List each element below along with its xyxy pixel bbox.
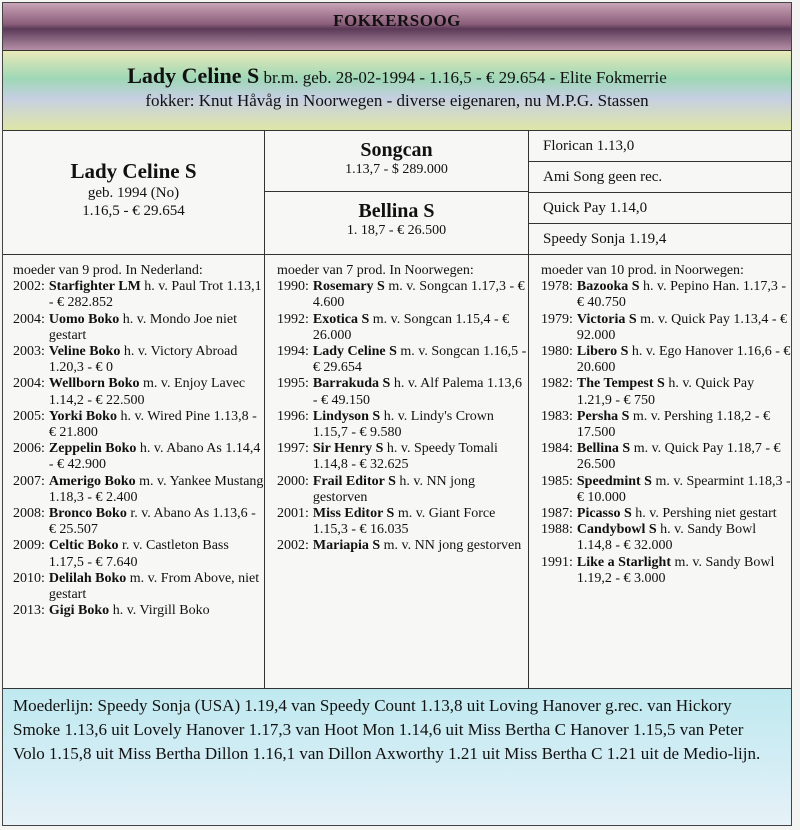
grandparent-4: Speedy Sonja 1.19,4 <box>543 231 667 247</box>
entry-horse-name: Lady Celine S <box>312 344 397 360</box>
offspring-entry <box>13 603 264 619</box>
pedigree-parents <box>265 131 529 254</box>
entry-year: 1988: <box>541 522 573 538</box>
entry-text <box>577 409 791 441</box>
dam-line-footer: Moederlijn: Speedy Sonja (USA) 1.19,4 van Speedy Count 1.13,8 uit Loving Hanover g.rec. van Hickory Smoke 1.13,6 uit Lovely Hanover 1.17,3 van Hoot Mon 1.14,6 uit Miss Bertha C Hanover 1.15,5 van Peter Volo 1.15,8 uit Miss Bertha Dillon 1.16,1 van Dillon Axworthy 1.21 uit Miss Bertha C 1.21 uit de Medio-lijn. <box>3 689 791 825</box>
offspring-entry <box>13 312 264 344</box>
offspring-entry <box>13 409 264 441</box>
entry-details: m. v. Songcan 1.15,4 - € 26.000 <box>312 311 510 343</box>
offspring-entry <box>541 555 791 587</box>
entry-details: h. v. Wired Pine 1.13,8 - € 21.800 <box>48 408 257 441</box>
entry-text <box>577 555 791 587</box>
entry-horse-name: Miss Editor S <box>312 506 395 522</box>
title-banner <box>3 3 791 51</box>
entry-details: h. v. Abano As 1.14,4 - € 42.900 <box>48 441 261 473</box>
banner-title: FOKKERSOOG <box>333 11 461 30</box>
entry-details: m. v. From Above, niet gestart <box>48 570 260 603</box>
entry-details: r. v. Abano As 1.13,6 - € 25.507 <box>48 506 256 538</box>
entry-details: h. v. Lindy's Crown 1.15,7 - € 9.580 <box>312 408 494 441</box>
entry-horse-name: Rosemary S <box>312 279 385 295</box>
entry-horse-name: Picasso S <box>576 506 632 522</box>
entry-year: 2006: <box>13 441 45 457</box>
pedigree-table <box>3 131 791 255</box>
entry-text <box>49 279 264 311</box>
column-heading: moeder van 9 prod. In Nederland: <box>13 263 203 278</box>
entry-text <box>49 474 264 506</box>
entry-year: 1983: <box>541 408 573 424</box>
document-sheet <box>2 2 792 826</box>
entry-year: 1997: <box>277 441 309 457</box>
entry-year: 1979: <box>541 311 573 327</box>
offspring-entry <box>277 538 528 554</box>
entry-details: m. v. Giant Force 1.15,3 - € 16.035 <box>312 506 496 538</box>
entry-details: m. v. Songcan 1.17,3 - € 4.600 <box>312 279 525 311</box>
entry-year: 1985: <box>541 473 573 489</box>
entry-details: m. v. Enjoy Lavec 1.14,2 - € 22.500 <box>48 376 246 408</box>
offspring-entry <box>277 376 528 408</box>
entry-details: r. v. Castleton Bass 1.17,5 - € 7.640 <box>48 538 229 570</box>
entry-year: 2000: <box>277 473 309 489</box>
entry-details: m. v. Spearmint 1.18,3 - € 10.000 <box>576 473 791 505</box>
offspring-entry <box>13 279 264 311</box>
offspring-entry <box>277 312 528 344</box>
entry-year: 1994: <box>277 344 309 360</box>
entry-year: 2010: <box>13 570 45 586</box>
entry-year: 2004: <box>13 376 45 392</box>
entry-text <box>577 474 791 506</box>
offspring-entry <box>277 441 528 473</box>
entry-year: 2002: <box>13 279 45 295</box>
entry-details: m. v. Quick Pay 1.18,7 - € 26.500 <box>576 441 781 473</box>
dam-name: Bellina S <box>358 200 435 222</box>
entry-text <box>577 312 791 344</box>
entry-horse-name: Mariapia S <box>312 538 381 554</box>
dam-record: 1. 18,7 - € 26.500 <box>346 223 447 238</box>
header-horse-name: Lady Celine S <box>127 63 260 88</box>
header-details: br.m. geb. 28-02-1994 - 1.16,5 - € 29.654 - Elite Fokmerrie <box>263 68 667 87</box>
entry-details: h. v. Virgill Boko <box>109 603 210 619</box>
entry-text <box>577 344 791 376</box>
entry-details: h. v. Victory Abroad 1.20,3 - € 0 <box>48 344 238 376</box>
pedigree-sire <box>265 131 528 192</box>
offspring-entry <box>13 474 264 506</box>
offspring-column-1 <box>3 255 265 688</box>
entry-text <box>313 506 528 538</box>
offspring-entry <box>277 506 528 538</box>
entry-text <box>313 441 528 473</box>
entry-text <box>313 538 521 554</box>
entry-details: h. v. Sandy Bowl 1.14,8 - € 32.000 <box>576 522 757 554</box>
offspring-entry <box>277 474 528 506</box>
entry-horse-name: Delilah Boko <box>48 570 127 586</box>
sire-name: Songcan <box>360 139 433 161</box>
header-line-1 <box>3 63 791 89</box>
entry-horse-name: Barrakuda S <box>312 376 391 392</box>
entry-year: 1984: <box>541 441 573 457</box>
entry-year: 2005: <box>13 408 45 424</box>
offspring-entry <box>541 522 791 554</box>
header-line-2: fokker: Knut Håvåg in Noorwegen - diverse eigenaren, nu M.P.G. Stassen <box>145 91 649 110</box>
entry-year: 2004: <box>13 311 45 327</box>
entry-horse-name: Yorki Boko <box>48 408 117 424</box>
entry-text <box>313 409 528 441</box>
entry-year: 1980: <box>541 344 573 360</box>
entry-horse-name: Amerigo Boko <box>48 473 136 489</box>
entry-details: m. v. Quick Pay 1.13,4 - € 92.000 <box>576 311 787 343</box>
entry-details: m. v. Songcan 1.16,5 - € 29.654 <box>312 344 527 376</box>
offspring-entry <box>277 344 528 376</box>
entry-text <box>313 344 528 376</box>
pedigree-dam <box>265 192 528 253</box>
pedigree-subject <box>3 131 265 254</box>
pedigree-grandparents <box>529 131 791 254</box>
entry-year: 1982: <box>541 376 573 392</box>
column-heading: moeder van 7 prod. In Noorwegen: <box>277 263 474 278</box>
entry-year: 1991: <box>541 554 573 570</box>
entry-text <box>577 376 791 408</box>
offspring-entry <box>13 571 264 603</box>
entry-details: h. v. Mondo Joe niet gestart <box>48 311 237 343</box>
entry-horse-name: Speedmint S <box>576 473 652 489</box>
entry-year: 1995: <box>277 376 309 392</box>
entry-horse-name: Persha S <box>576 408 630 424</box>
entry-text <box>313 376 528 408</box>
entry-text <box>577 279 791 311</box>
entry-year: 2002: <box>277 538 309 554</box>
entry-details: h. v. Quick Pay 1.21,9 - € 750 <box>576 376 755 408</box>
entry-details: h. v. Alf Palema 1.13,6 - € 49.150 <box>312 376 522 408</box>
entry-year: 2001: <box>277 506 309 522</box>
entry-year: 1987: <box>541 506 573 522</box>
entry-text <box>49 344 264 376</box>
entry-horse-name: Bazooka S <box>576 279 640 295</box>
entry-text <box>313 312 528 344</box>
horse-header <box>3 51 791 131</box>
entry-year: 1990: <box>277 279 309 295</box>
entry-text <box>313 279 528 311</box>
entry-details: h. v. Pershing niet gestart <box>631 506 777 522</box>
entry-horse-name: The Tempest S <box>576 376 665 392</box>
entry-text <box>49 538 264 570</box>
entry-text <box>49 409 264 441</box>
entry-year: 2009: <box>13 538 45 554</box>
offspring-entry <box>541 279 791 311</box>
grandparent-1: Florican 1.13,0 <box>529 131 791 162</box>
subject-record: 1.16,5 - € 29.654 <box>82 203 185 219</box>
entry-horse-name: Bellina S <box>576 441 631 457</box>
offspring-entry <box>541 344 791 376</box>
entry-horse-name: Victoria S <box>576 311 637 327</box>
entry-text <box>49 603 210 619</box>
entry-horse-name: Candybowl S <box>576 522 657 538</box>
entry-details: m. v. Yankee Mustang 1.18,3 - € 2.400 <box>48 473 264 505</box>
entry-year: 2013: <box>13 603 45 619</box>
offspring-entry <box>541 474 791 506</box>
entry-details: h. v. Ego Hanover 1.16,6 - € 20.600 <box>576 344 791 376</box>
entry-year: 1996: <box>277 408 309 424</box>
entry-details: h. v. NN jong gestorven <box>312 473 476 505</box>
entry-details: m. v. NN jong gestorven <box>380 538 522 554</box>
entry-horse-name: Exotica S <box>312 311 370 327</box>
offspring-entry <box>13 441 264 473</box>
entry-details: m. v. Pershing 1.18,2 - € 17.500 <box>576 408 771 441</box>
offspring-entry <box>541 441 791 473</box>
offspring-entry <box>13 344 264 376</box>
entry-horse-name: Libero S <box>576 344 629 360</box>
entry-year: 1992: <box>277 311 309 327</box>
entry-year: 2007: <box>13 473 45 489</box>
entry-horse-name: Sir Henry S <box>312 441 384 457</box>
entry-text <box>577 522 791 554</box>
entry-horse-name: Bronco Boko <box>48 506 127 522</box>
entry-text <box>577 441 791 473</box>
offspring-entry <box>13 376 264 408</box>
entry-horse-name: Lindyson S <box>312 408 381 424</box>
entry-year: 1978: <box>541 279 573 295</box>
offspring-entry <box>541 312 791 344</box>
grandparent-3: Quick Pay 1.14,0 <box>529 193 791 224</box>
entry-horse-name: Gigi Boko <box>48 603 110 619</box>
entry-details: h. v. Speedy Tomali 1.14,8 - € 32.625 <box>312 441 498 473</box>
entry-text <box>577 506 777 522</box>
entry-horse-name: Starfighter LM <box>48 279 141 295</box>
subject-name: Lady Celine S <box>70 159 197 183</box>
offspring-column-2 <box>265 255 529 688</box>
entry-details: h. v. Paul Trot 1.13,1 - € 282.852 <box>48 279 262 311</box>
entry-text <box>313 474 528 506</box>
grandparent-2: Ami Song geen rec. <box>529 162 791 193</box>
entry-year: 2008: <box>13 506 45 522</box>
entry-horse-name: Frail Editor S <box>312 473 396 489</box>
entry-horse-name: Wellborn Boko <box>48 376 140 392</box>
entry-horse-name: Like a Starlight <box>576 554 672 570</box>
entry-horse-name: Celtic Boko <box>48 538 119 554</box>
offspring-entry <box>277 279 528 311</box>
offspring-entry <box>541 409 791 441</box>
sire-record: 1.13,7 - $ 289.000 <box>345 162 448 177</box>
entry-text <box>49 506 264 538</box>
offspring-entry <box>541 506 791 522</box>
subject-born: geb. 1994 (No) <box>87 185 180 201</box>
offspring-column-3 <box>529 255 791 688</box>
offspring-entry <box>13 506 264 538</box>
entry-year: 2003: <box>13 344 45 360</box>
entry-horse-name: Veline Boko <box>48 344 121 360</box>
offspring-entry <box>277 409 528 441</box>
entry-horse-name: Uomo Boko <box>48 311 120 327</box>
entry-text <box>49 571 264 603</box>
offspring-lists <box>3 255 791 689</box>
entry-details: m. v. Sandy Bowl 1.19,2 - € 3.000 <box>576 554 775 586</box>
entry-text <box>49 441 264 473</box>
offspring-entry <box>13 538 264 570</box>
column-heading: moeder van 10 prod. in Noorwegen: <box>541 263 744 278</box>
offspring-entry <box>541 376 791 408</box>
entry-horse-name: Zeppelin Boko <box>48 441 137 457</box>
entry-details: h. v. Pepino Han. 1.17,3 - € 40.750 <box>576 279 786 311</box>
entry-text <box>49 312 264 344</box>
entry-text <box>49 376 264 408</box>
